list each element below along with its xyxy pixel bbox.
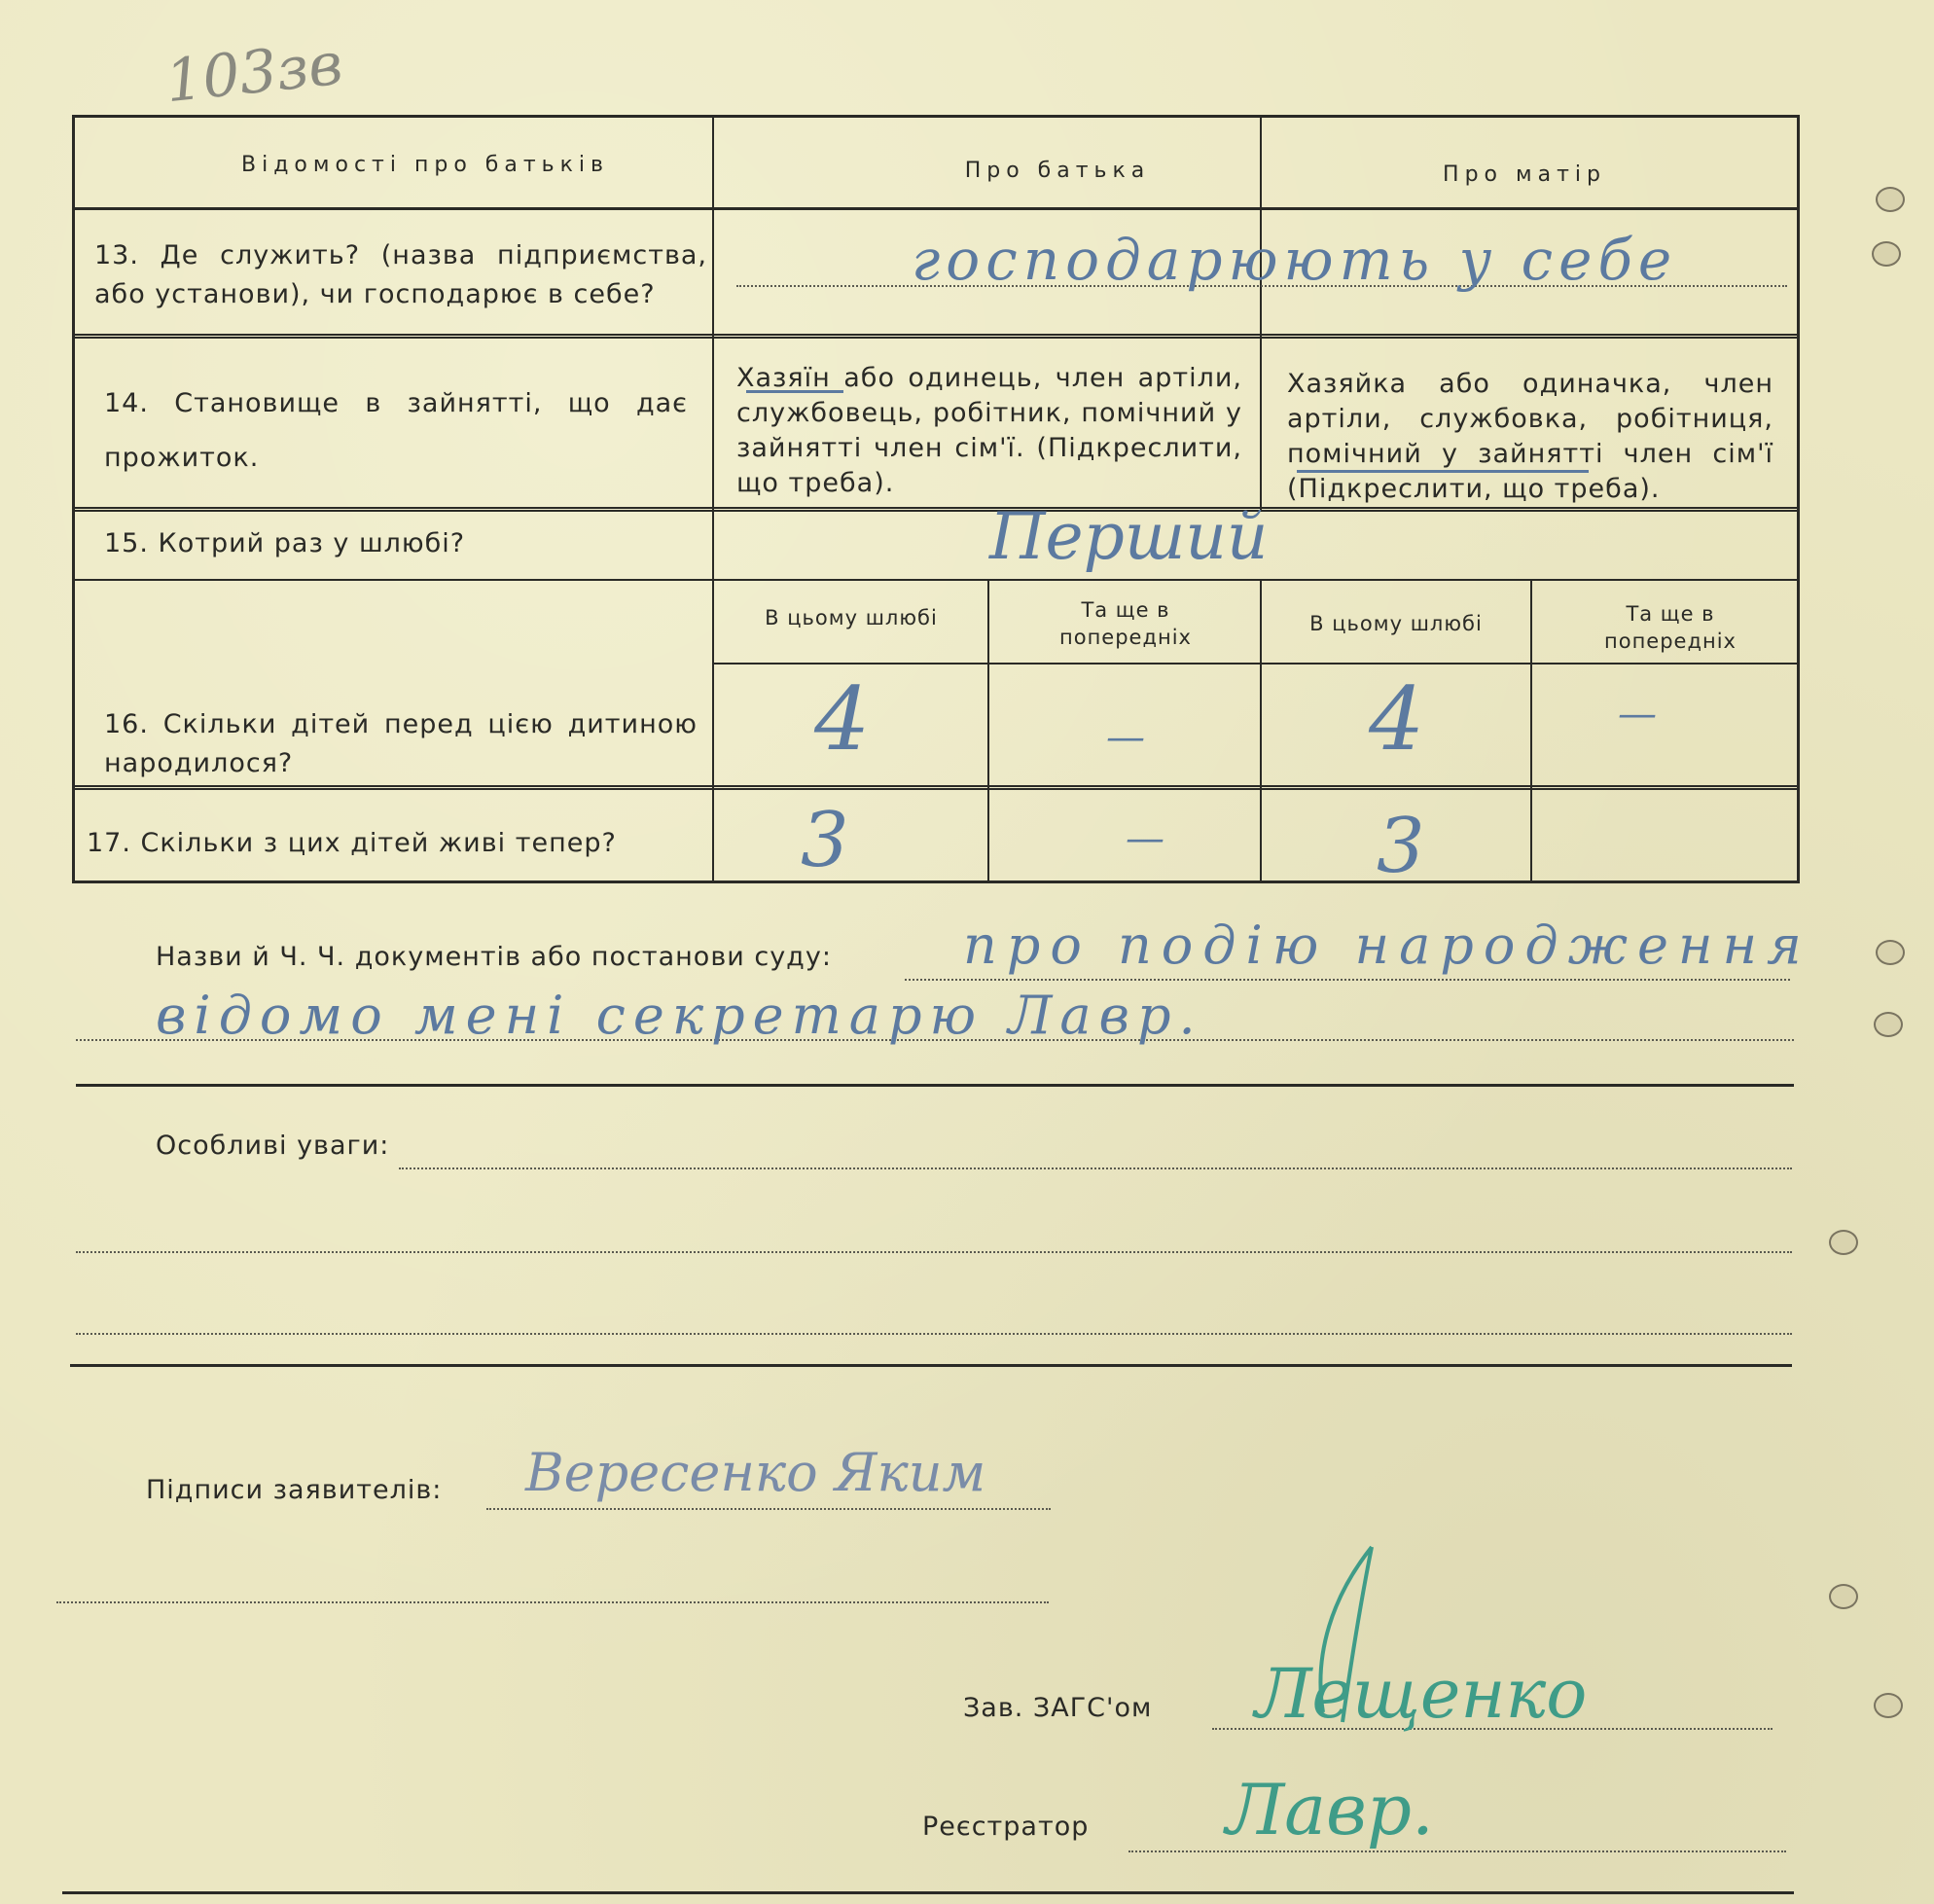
- punch-hole: [1872, 241, 1901, 267]
- applicants-label: Підписи заявителів:: [146, 1475, 443, 1505]
- question-17: 17. Скільки з цих дітей живі тепер?: [87, 828, 617, 858]
- father-children-prev: —: [1106, 715, 1145, 760]
- documents-line2-handwritten: відомо мені секретарю Лавр.: [156, 985, 1203, 1046]
- father-sub-this-marriage: В цьому шлюбі: [765, 606, 938, 629]
- mother-occupation-options: Хазяйка або одиначка, член артіли, службовка, робітниця, помічний у зайнятті член сім'ї (Підкреслити, що треба).: [1287, 369, 1773, 504]
- remarks-label: Особливі уваги:: [156, 1131, 390, 1161]
- father-sub-previous: Та ще в попередніх: [1059, 598, 1192, 649]
- mother-sub-this-marriage: В цьому шлюбі: [1309, 612, 1483, 635]
- mother-alive-this: 3: [1377, 803, 1425, 890]
- header-col-info: Відомості про батьків: [241, 153, 609, 177]
- punch-hole: [1874, 1693, 1903, 1718]
- punch-hole: [1829, 1230, 1858, 1255]
- mother-sub-previous: Та ще в попередніх: [1604, 602, 1737, 653]
- parents-info-table: [72, 115, 1800, 890]
- head-zags-signature-flourish: [1226, 1537, 1440, 1732]
- header-col-father: Про батька: [964, 159, 1151, 183]
- punch-hole: [1876, 940, 1905, 965]
- question-14: 14. Становище в зайнятті, що дає прожиток.: [104, 388, 688, 473]
- registrar-signature: Лавр.: [1226, 1769, 1434, 1850]
- corner-page-note: 103зв: [161, 29, 346, 117]
- head-zags-signature: Лещенко: [1255, 1654, 1588, 1734]
- documents-line1-handwritten: про подію народження: [963, 915, 1811, 976]
- answer-13-handwritten: господарюють у себе: [912, 227, 1678, 293]
- punch-hole: [1829, 1584, 1858, 1609]
- documents-label: Назви й Ч. Ч. документів або постанови суду:: [156, 942, 832, 972]
- question-13: 13. Де служить? (назва підприємства, або установи), чи господарює в себе?: [94, 240, 707, 309]
- father-occupation-options: Хазяїн або одинець, член артіли, службовець, робітник, помічний у зайнятті член сім'ї. (Підкреслити, що треба).: [736, 363, 1242, 498]
- question-16: 16. Скільки дітей перед цією дитиною народилося?: [104, 709, 698, 778]
- registrar-label: Реєстратор: [922, 1812, 1090, 1842]
- punch-hole: [1874, 1012, 1903, 1037]
- father-alive-this: 3: [801, 797, 849, 884]
- father-alive-prev: —: [1126, 816, 1164, 861]
- applicants-signature: Вересенко Яким: [525, 1442, 986, 1503]
- father-children-this: 4: [814, 668, 871, 771]
- punch-hole: [1876, 187, 1905, 212]
- mother-underline-mark: [1297, 470, 1589, 473]
- question-15: 15. Котрий раз у шлюбі?: [104, 528, 466, 558]
- header-col-mother: Про матір: [1443, 162, 1606, 187]
- father-underline-mark: [746, 390, 843, 393]
- mother-children-this: 4: [1369, 668, 1425, 771]
- answer-15-handwritten: Перший: [989, 499, 1269, 574]
- mother-children-prev: —: [1618, 692, 1657, 736]
- head-zags-label: Зав. ЗАГС'ом: [963, 1693, 1153, 1723]
